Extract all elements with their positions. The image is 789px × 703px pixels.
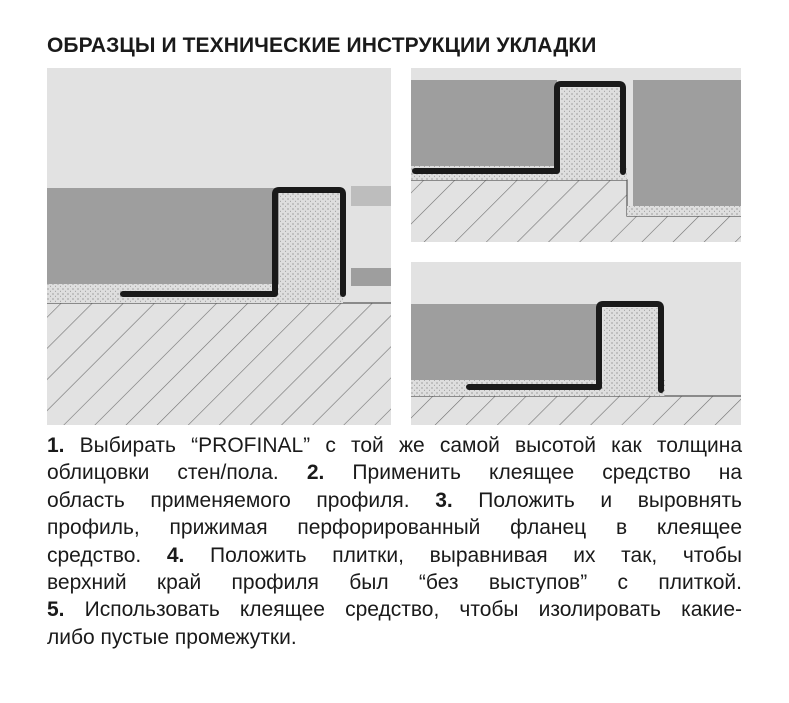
instruction-line: область применяемого профиля. 3. Положить и выровнять xyxy=(47,488,742,512)
instruction-line: профиль, прижимая перфорированный фланец в клеящее xyxy=(47,516,742,540)
substrate xyxy=(47,303,391,425)
tile xyxy=(411,304,599,380)
instruction-line: 5. Использовать клеящее средство, чтобы изолировать какие- xyxy=(47,598,742,622)
instruction-line: облицовки стен/пола. 2. Применить клеящее средство на xyxy=(47,461,742,485)
tile-right xyxy=(351,186,391,206)
instruction-line: верхний край профиля был “без выступов” с плиткой. xyxy=(47,571,742,595)
adhesive-layer-right xyxy=(627,206,741,216)
profile-fill xyxy=(561,84,623,176)
instruction-line: средство. 4. Положить плитки, выравнивая их так, чтобы xyxy=(47,543,742,567)
tile-right xyxy=(633,80,741,206)
figure-main xyxy=(47,68,391,425)
profile-fill xyxy=(603,308,661,390)
tile xyxy=(47,188,281,284)
instruction-line: либо пустые промежутки. xyxy=(47,625,297,649)
instruction-line: 1. Выбирать “PROFINAL” с той же самой высотой как толщина xyxy=(47,434,742,457)
substrate xyxy=(411,396,741,425)
profile-fill xyxy=(279,192,339,295)
instructions-text xyxy=(47,432,742,651)
tile-left xyxy=(411,80,557,166)
page-title: ОБРАЗЦЫ И ТЕХНИЧЕСКИЕ ИНСТРУКЦИИ УКЛАДКИ xyxy=(47,34,597,57)
figure-bottom-right xyxy=(411,262,741,425)
figure-top-right xyxy=(411,68,741,242)
tile-right-lower xyxy=(351,268,391,286)
